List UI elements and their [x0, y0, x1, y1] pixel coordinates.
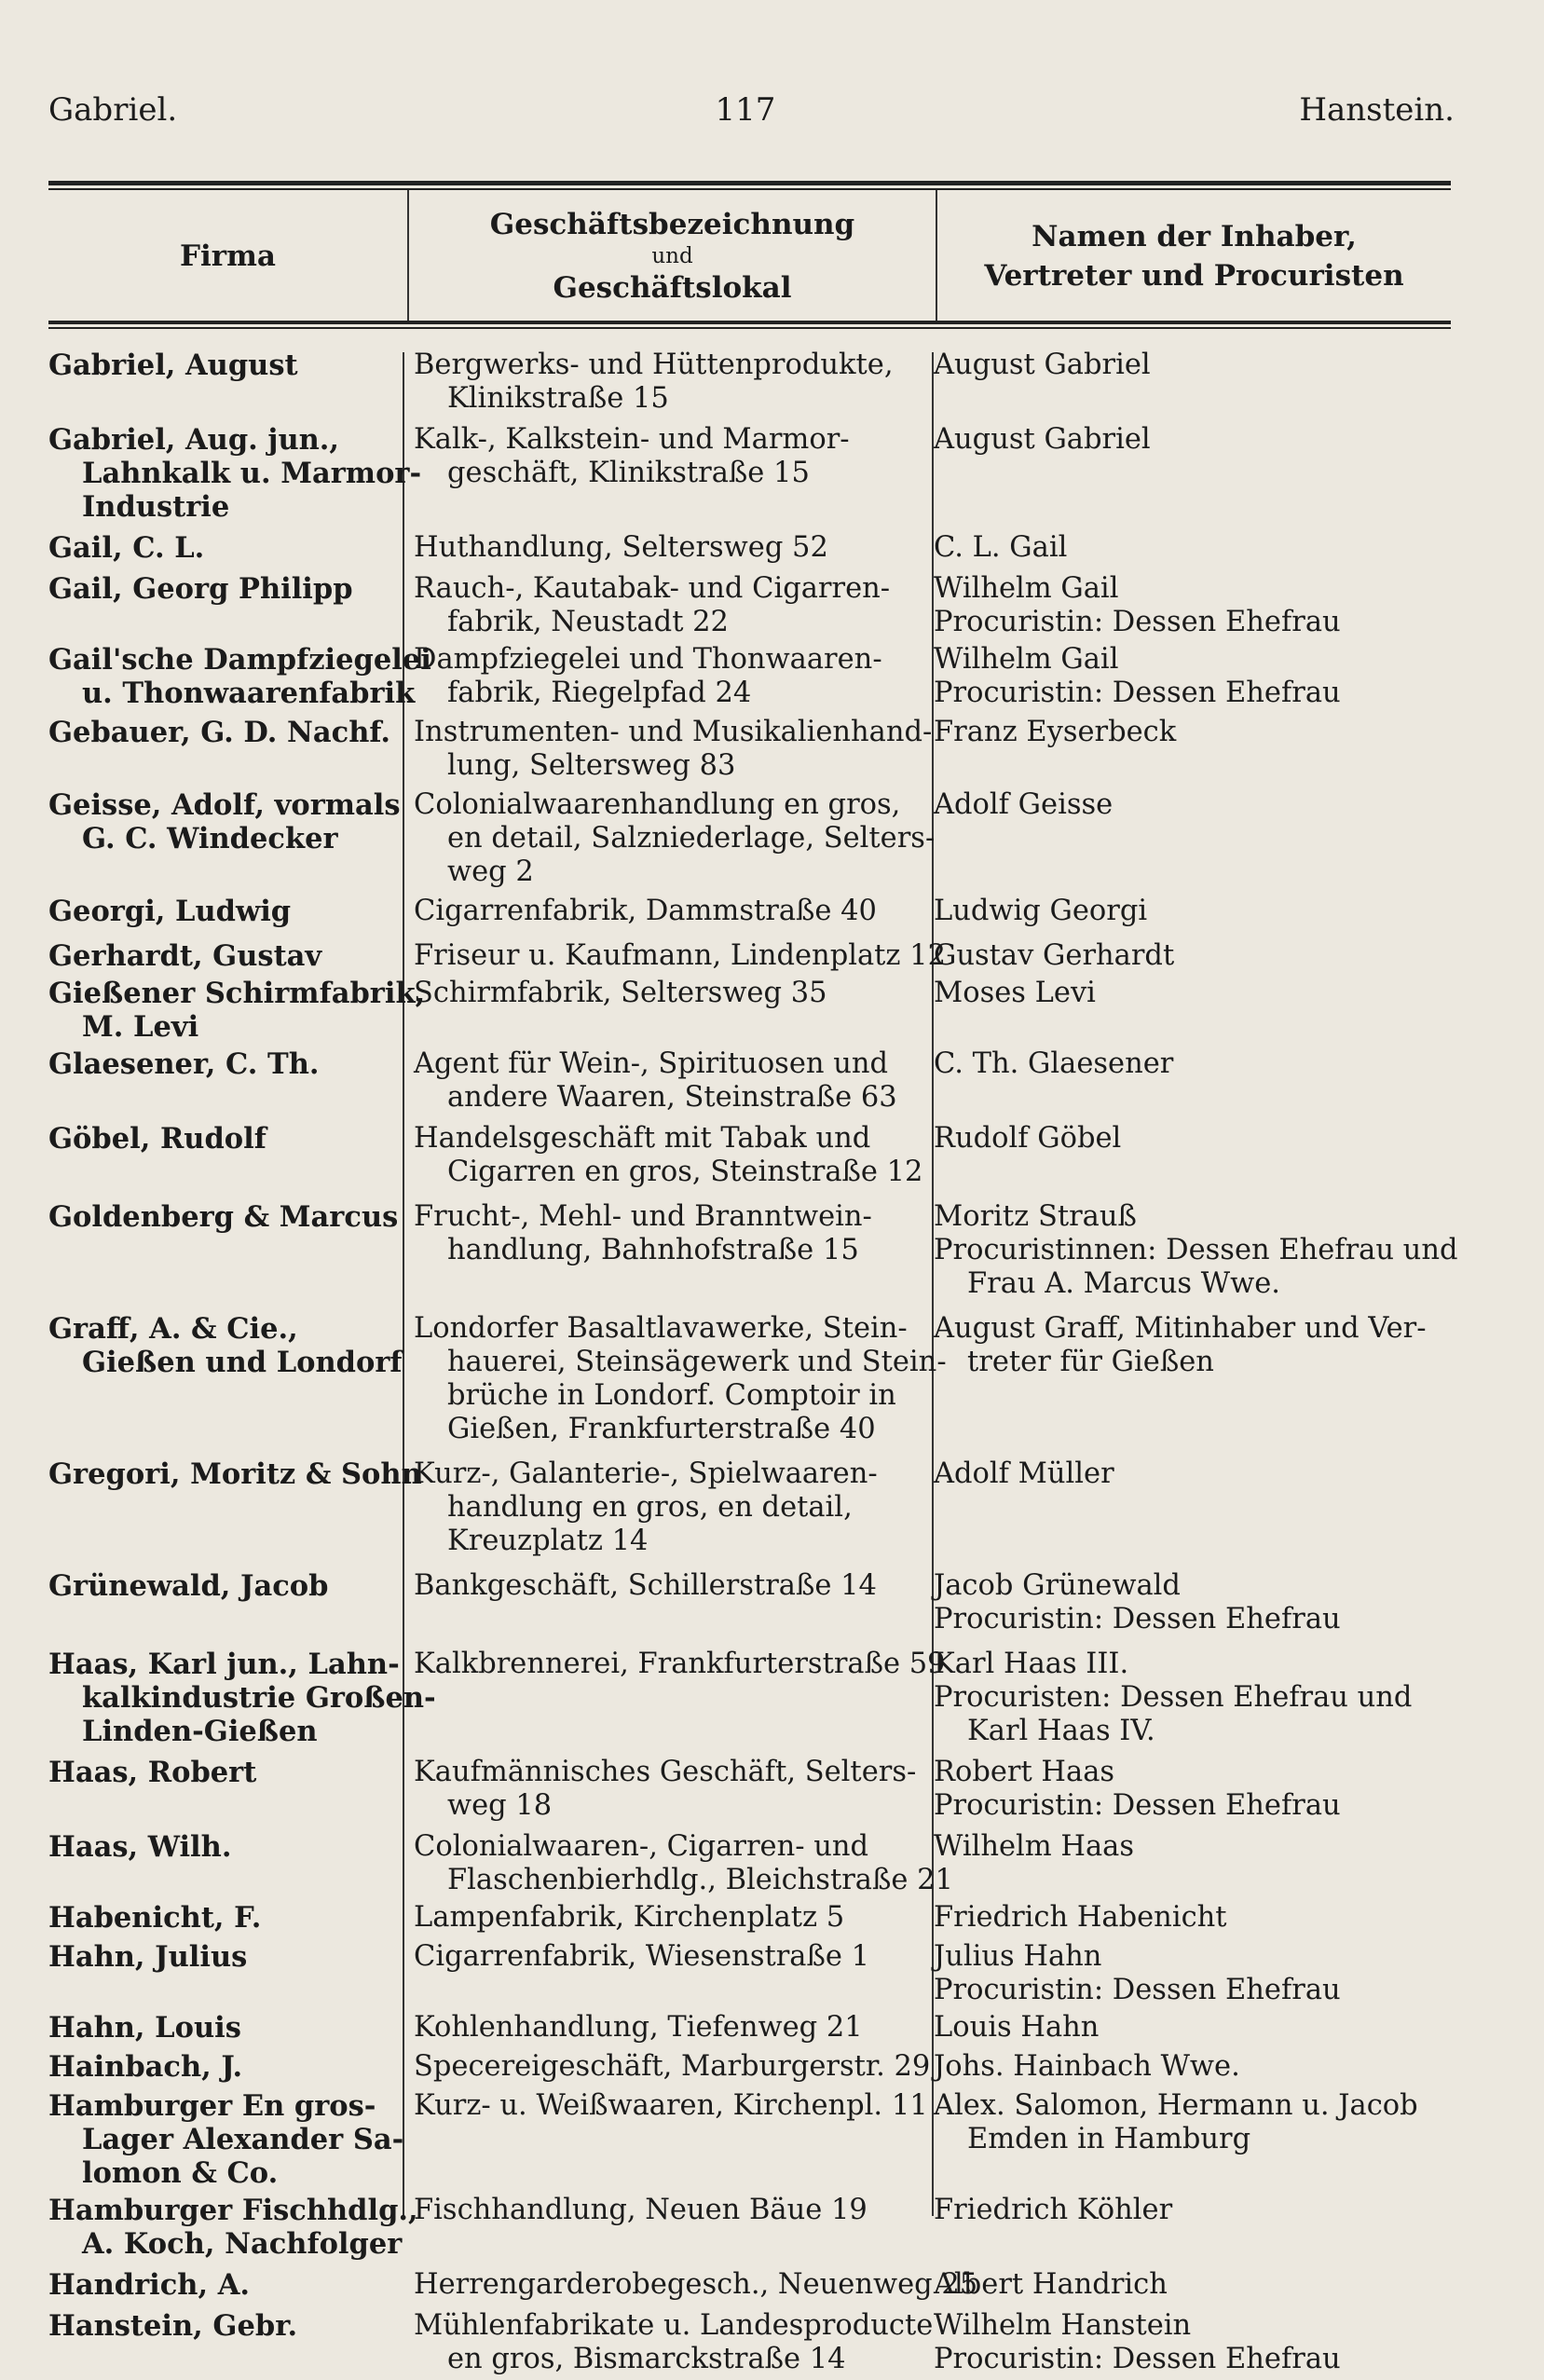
entry-row: [37, 2050, 1454, 2089]
owner-names: [922, 2268, 1454, 2302]
firm-name-line: Habenicht, F.: [48, 1901, 262, 1935]
entry-row: [37, 531, 1454, 572]
owner-names: [922, 2089, 1454, 2190]
owner-names-line: Johs. Hainbach Wwe.: [934, 2050, 1240, 2083]
firm-name: [37, 939, 403, 973]
owner-names-line: Emden in Hamburg: [967, 2123, 1251, 2155]
owner-names-line: Moritz Strauß: [934, 1200, 1137, 1233]
firm-name-line: Georgi, Ludwig: [48, 895, 292, 928]
owner-names-line: Wilhelm Gail: [934, 572, 1119, 605]
firm-name-line: Göbel, Rudolf: [48, 1122, 266, 1156]
firm-name-line: Lahnkalk u. Marmor-: [82, 457, 422, 490]
column-header-owners: [937, 191, 1451, 321]
owner-names-line: Robert Haas: [934, 1756, 1115, 1788]
firm-name: [37, 2194, 418, 2261]
business-description-line: Kalk-, Kalkstein- und Marmor-: [414, 423, 850, 456]
firm-name: [37, 1901, 403, 1935]
owner-names-line: Rudolf Göbel: [934, 1122, 1122, 1155]
owner-names-line: Franz Eyserbeck: [934, 716, 1177, 748]
firm-name-line: u. Thonwaarenfabrik: [82, 677, 416, 710]
owner-names-line: Karl Haas III.: [934, 1648, 1129, 1680]
firm-name-line: Hamburger Fischhdlg.,: [48, 2194, 418, 2227]
firm-name-line: Gabriel, August: [48, 349, 298, 382]
business-description-line: Agent für Wein-, Spirituosen und: [414, 1047, 889, 1080]
owner-names-line: Procuristin: Dessen Ehefrau: [934, 1974, 1341, 2006]
firm-name-line: Gail'sche Dampfziegelei: [48, 643, 431, 677]
business-description-line: Cigarrenfabrik, Wiesenstraße 1: [414, 1940, 870, 1973]
owner-names: [922, 2050, 1454, 2084]
owner-names-line: Jacob Grünewald: [934, 1569, 1181, 1602]
firm-name: [37, 788, 403, 889]
firm-name: [37, 1047, 403, 1115]
firm-name-line: Gießen und Londorf: [82, 1346, 403, 1379]
business-description: [403, 788, 936, 889]
business-description: [403, 2050, 931, 2084]
business-description: [403, 977, 922, 1044]
owner-names: [922, 1940, 1454, 2007]
business-description-line: lung, Seltersweg 83: [447, 749, 736, 782]
business-description-line: weg 18: [447, 1789, 553, 1822]
column-header-business-line2: Geschäftslokal: [553, 271, 792, 305]
entry-row: [37, 1756, 1454, 1830]
business-description: [403, 1830, 953, 1897]
firm-name-line: Gabriel, Aug. jun.,: [48, 423, 340, 457]
business-description-line: Kaufmännisches Geschäft, Selters-: [414, 1756, 917, 1788]
firm-name-line: Hainbach, J.: [48, 2050, 243, 2084]
owner-names-line: Alex. Salomon, Hermann u. Jacob: [934, 2089, 1418, 2122]
firm-name-line: Industrie: [82, 490, 230, 524]
owner-names-line: Wilhelm Haas: [934, 1830, 1135, 1863]
business-description-line: Kohlenhandlung, Tiefenweg 21: [414, 2011, 863, 2044]
owner-names: [922, 643, 1454, 710]
owner-names: [922, 572, 1454, 639]
owner-names: [922, 1122, 1454, 1189]
entry-row: [37, 1830, 1454, 1901]
entry-row: [37, 939, 1454, 977]
directory-entries: [37, 349, 1458, 2380]
owner-names-line: Procuristin: Dessen Ehefrau: [934, 677, 1341, 709]
firm-name-line: kalkindustrie Großen-: [82, 1681, 436, 1715]
business-description-line: en gros, Bismarckstraße 14: [447, 2343, 846, 2375]
firm-name-line: Gregori, Moritz & Sohn: [48, 1457, 422, 1491]
business-description-line: handlung en gros, en detail,: [447, 1491, 853, 1524]
firm-name: [37, 1569, 403, 1636]
business-description-line: fabrik, Neustadt 22: [447, 606, 729, 638]
firm-name-line: Glaesener, C. Th.: [48, 1047, 320, 1081]
owner-names: [922, 1312, 1454, 1446]
business-description: [403, 1312, 947, 1446]
firm-name-line: Graff, A. & Cie.,: [48, 1312, 298, 1346]
owner-names-line: Frau A. Marcus Wwe.: [967, 1267, 1280, 1300]
owner-names-line: Friedrich Köhler: [934, 2194, 1173, 2226]
business-description: [403, 1457, 922, 1558]
firm-name: [37, 531, 403, 565]
owner-names: [922, 1569, 1454, 1636]
firm-name-line: Hahn, Julius: [48, 1940, 248, 1974]
page-number: 117: [715, 91, 776, 129]
firm-name-line: G. C. Windecker: [82, 822, 338, 855]
owner-names-line: Adolf Geisse: [934, 788, 1114, 821]
business-description: [403, 643, 922, 710]
owner-names-line: C. L. Gail: [934, 531, 1068, 564]
business-description-line: Klinikstraße 15: [447, 382, 669, 415]
owner-names-line: Julius Hahn: [934, 1940, 1102, 1973]
firm-name-line: Lager Alexander Sa-: [82, 2123, 404, 2156]
firm-name: [37, 423, 422, 524]
business-description-line: fabrik, Riegelpfad 24: [447, 677, 752, 709]
business-description-line: Specereigeschäft, Marburgerstr. 29: [414, 2050, 931, 2083]
firm-name-line: Gebauer, G. D. Nachf.: [48, 716, 391, 749]
owner-names-line: Procuristin: Dessen Ehefrau: [934, 1789, 1341, 1822]
entry-row: [37, 716, 1454, 788]
business-description: [403, 572, 922, 639]
owner-names: [922, 939, 1454, 973]
top-rule-thin: [48, 188, 1451, 190]
firm-name-line: Haas, Robert: [48, 1756, 257, 1789]
business-description-line: Frucht-, Mehl- und Branntwein-: [414, 1200, 872, 1233]
firm-name: [37, 1940, 403, 2007]
business-description-line: Kalkbrennerei, Frankfurterstraße 59: [414, 1648, 946, 1680]
business-description-line: hauerei, Steinsägewerk und Stein-: [447, 1346, 947, 1378]
firm-name: [37, 1756, 403, 1823]
owner-names-line: Wilhelm Gail: [934, 643, 1119, 676]
business-description-line: Bergwerks- und Hüttenprodukte,: [414, 349, 894, 381]
business-description: [403, 349, 922, 416]
firm-name-line: Linden-Gießen: [82, 1715, 318, 1748]
firm-name-line: Gießener Schirmfabrik,: [48, 977, 426, 1010]
owner-names-line: August Gabriel: [934, 423, 1151, 456]
business-description: [403, 1648, 946, 1748]
business-description: [403, 895, 922, 928]
owner-names-line: August Gabriel: [934, 349, 1151, 381]
firm-name: [37, 1830, 403, 1897]
firm-name-line: Geisse, Adolf, vormals: [48, 788, 401, 822]
owner-names: [922, 895, 1454, 928]
running-head-right: Hanstein.: [1299, 91, 1455, 129]
entry-row: [37, 2268, 1454, 2309]
entry-row: [37, 1457, 1454, 1569]
entry-row: [37, 1901, 1454, 1940]
business-description: [403, 2268, 978, 2302]
business-description-line: Mühlenfabrikate u. Landesproducte: [414, 2309, 934, 2342]
firm-name: [37, 1200, 403, 1301]
firm-name-line: A. Koch, Nachfolger: [82, 2227, 403, 2261]
business-description-line: brüche in Londorf. Comptoir in: [447, 1379, 896, 1412]
owner-names-line: Procuristinnen: Dessen Ehefrau und: [934, 1234, 1458, 1266]
owner-names: [922, 1648, 1454, 1748]
business-description: [403, 2309, 934, 2376]
owner-names-line: Procuristin: Dessen Ehefrau: [934, 1603, 1341, 1635]
entry-row: [37, 788, 1454, 895]
business-description-line: weg 2: [447, 855, 534, 888]
firm-name: [37, 1648, 436, 1748]
owner-names: [922, 1756, 1454, 1823]
entry-row: [37, 1648, 1454, 1756]
owner-names-line: C. Th. Glaesener: [934, 1047, 1174, 1080]
entry-row: [37, 643, 1454, 716]
business-description-line: Schirmfabrik, Seltersweg 35: [414, 977, 827, 1009]
entry-row: [37, 423, 1454, 531]
business-description-line: handlung, Bahnhofstraße 15: [447, 1234, 859, 1266]
business-description-line: Kurz- u. Weißwaaren, Kirchenpl. 11: [414, 2089, 928, 2122]
business-description-line: Dampfziegelei und Thonwaaren-: [414, 643, 882, 676]
firm-name: [37, 349, 403, 416]
owner-names-line: Gustav Gerhardt: [934, 939, 1175, 972]
business-description-line: Colonialwaaren-, Cigarren- und: [414, 1830, 869, 1863]
business-description-line: Instrumenten- und Musikalienhand-: [414, 716, 933, 748]
firm-name-line: Gail, C. L.: [48, 531, 205, 565]
firm-name-line: Grünewald, Jacob: [48, 1569, 329, 1603]
entry-row: [37, 349, 1454, 423]
business-description-line: Colonialwaarenhandlung en gros,: [414, 788, 901, 821]
business-description-line: Handelsgeschäft mit Tabak und: [414, 1122, 871, 1155]
firm-name: [37, 2309, 403, 2376]
owner-names-line: Procuristen: Dessen Ehefrau und: [934, 1681, 1413, 1714]
owner-names: [922, 716, 1454, 783]
entry-row: [37, 977, 1454, 1047]
owner-names: [922, 349, 1454, 416]
entry-row: [37, 1047, 1454, 1122]
business-description-line: geschäft, Klinikstraße 15: [447, 457, 810, 489]
firm-name: [37, 1457, 422, 1558]
business-description: [403, 1901, 922, 1935]
running-head-left: Gabriel.: [48, 91, 178, 129]
header-bottom-rule-thin: [48, 327, 1451, 329]
business-description-line: Londorfer Basaltlavawerke, Stein-: [414, 1312, 908, 1345]
owner-names-line: Wilhelm Hanstein: [934, 2309, 1192, 2342]
owner-names: [922, 1047, 1454, 1115]
firm-name-line: Hamburger En gros-: [48, 2089, 376, 2123]
column-header-business: [409, 191, 936, 321]
business-description-line: Herrengarderobegesch., Neuenweg 25: [414, 2268, 978, 2301]
column-header-business-line1: Geschäftsbezeichnung: [489, 208, 855, 241]
business-description-line: andere Waaren, Steinstraße 63: [447, 1081, 897, 1114]
owner-names-line: Louis Hahn: [934, 2011, 1100, 2044]
firm-name: [37, 716, 403, 783]
owner-names: [922, 2309, 1454, 2376]
firm-name: [37, 895, 403, 928]
entry-row: [37, 2309, 1454, 2380]
owner-names: [922, 977, 1454, 1044]
owner-names-line: August Graff, Mitinhaber und Ver-: [934, 1312, 1427, 1345]
owner-names: [922, 1830, 1454, 1897]
owner-names-line: Ludwig Georgi: [934, 895, 1148, 927]
owner-names: [922, 788, 1454, 889]
column-header-firm: [48, 191, 407, 321]
business-description: [403, 531, 922, 565]
business-description-line: Friseur u. Kaufmann, Lindenplatz 12: [414, 939, 946, 972]
owner-names: [922, 531, 1454, 565]
business-description: [403, 1047, 922, 1115]
firm-name-line: M. Levi: [82, 1010, 199, 1044]
business-description-line: Rauch-, Kautabak- und Cigarren-: [414, 572, 891, 605]
business-description-line: Cigarrenfabrik, Dammstraße 40: [414, 895, 877, 927]
firm-name: [37, 2050, 403, 2084]
entry-row: [37, 1569, 1454, 1648]
business-description: [403, 1569, 922, 1636]
business-description: [403, 1200, 922, 1301]
column-header-owners-line2: Vertreter und Procuristen: [984, 259, 1404, 293]
owner-names: [922, 1901, 1454, 1935]
business-description: [403, 716, 933, 783]
business-description-line: Bankgeschäft, Schillerstraße 14: [414, 1569, 877, 1602]
business-description: [403, 423, 922, 524]
firm-name: [37, 1122, 403, 1189]
owner-names: [922, 1200, 1458, 1301]
business-description-line: Huthandlung, Seltersweg 52: [414, 531, 828, 564]
firm-name-line: Hanstein, Gebr.: [48, 2309, 298, 2343]
entry-row: [37, 1312, 1454, 1457]
business-description-line: Fischhandlung, Neuen Bäue 19: [414, 2194, 868, 2226]
business-description: [403, 939, 946, 973]
entry-row: [37, 2089, 1454, 2194]
entry-row: [37, 2011, 1454, 2050]
business-description-line: Lampenfabrik, Kirchenplatz 5: [414, 1901, 845, 1934]
firm-name: [37, 1312, 403, 1446]
owner-names-line: Albert Handrich: [934, 2268, 1168, 2301]
firm-name-line: lomon & Co.: [82, 2156, 279, 2190]
entry-row: [37, 895, 1454, 939]
owner-names-line: Procuristin: Dessen Ehefrau: [934, 606, 1341, 638]
firm-name-line: Handrich, A.: [48, 2268, 251, 2302]
business-description-line: Kreuzplatz 14: [447, 1525, 649, 1557]
column-header-owners-line1: Namen der Inhaber,: [1032, 220, 1357, 253]
owner-names-line: Adolf Müller: [934, 1457, 1114, 1490]
business-description: [403, 2089, 928, 2190]
entry-row: [37, 2194, 1454, 2268]
entry-row: [37, 1200, 1458, 1312]
owner-names-line: Moses Levi: [934, 977, 1096, 1009]
business-description: [403, 2011, 922, 2045]
firm-name: [37, 2268, 403, 2302]
owner-names: [922, 2011, 1454, 2045]
business-description-line: en detail, Salzniederlage, Selters-: [447, 822, 936, 855]
firm-name: [37, 2011, 403, 2045]
firm-name-line: Gail, Georg Philipp: [48, 572, 353, 606]
firm-name: [37, 2089, 403, 2190]
business-description-line: Kurz-, Galanterie-, Spielwaaren-: [414, 1457, 878, 1490]
business-description-line: Gießen, Frankfurterstraße 40: [447, 1413, 876, 1445]
entry-row: [37, 1122, 1454, 1200]
business-description-line: Flaschenbierhdlg., Bleichstraße 21: [447, 1864, 953, 1896]
owner-names: [922, 423, 1454, 524]
top-rule-thick: [48, 181, 1451, 185]
owner-names: [922, 1457, 1454, 1558]
firm-name-line: Gerhardt, Gustav: [48, 939, 322, 973]
owner-names-line: treter für Gießen: [967, 1346, 1214, 1378]
column-header-business-und: und: [651, 244, 693, 268]
owner-names-line: Karl Haas IV.: [967, 1715, 1155, 1747]
owner-names: [922, 2194, 1454, 2261]
business-description: [403, 2194, 922, 2261]
business-description-line: Cigarren en gros, Steinstraße 12: [447, 1156, 923, 1188]
firm-name: [37, 643, 431, 710]
firm-name-line: Haas, Karl jun., Lahn-: [48, 1648, 400, 1681]
firm-name: [37, 977, 426, 1044]
business-description: [403, 1940, 922, 2007]
entry-row: [37, 1940, 1454, 2011]
firm-name: [37, 572, 403, 639]
column-header-firm-label: Firma: [179, 239, 276, 273]
firm-name-line: Hahn, Louis: [48, 2011, 241, 2045]
owner-names-line: Procuristin: Dessen Ehefrau: [934, 2343, 1341, 2375]
firm-name-line: Goldenberg & Marcus: [48, 1200, 399, 1234]
firm-name-line: Haas, Wilh.: [48, 1830, 232, 1864]
entry-row: [37, 572, 1454, 643]
owner-names-line: Friedrich Habenicht: [934, 1901, 1227, 1934]
business-description: [403, 1122, 922, 1189]
business-description: [403, 1756, 922, 1823]
